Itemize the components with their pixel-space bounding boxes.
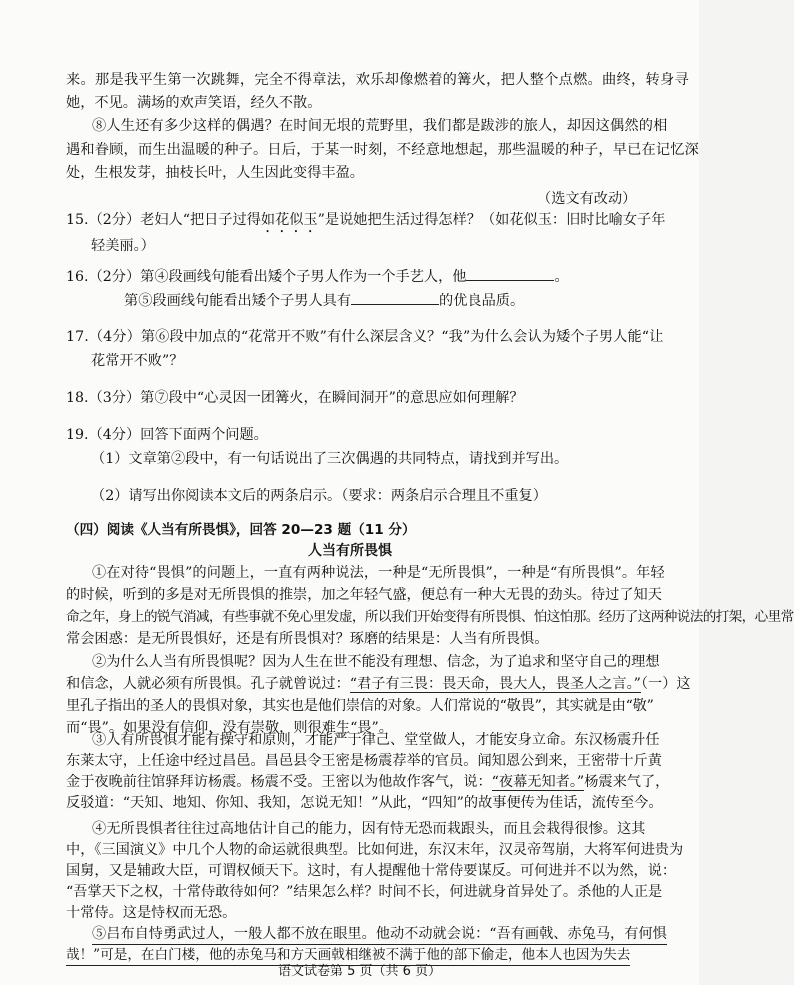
question-17: 17.（4分）第⑥段中加点的“花常开不败”有什么深层含义？“我”为什么会认为矮个子男人能“让 (66, 329, 664, 345)
question-15 (66, 210, 665, 236)
question-15-line-2: 轻美丽。） (91, 238, 155, 254)
article-paragraph-5: ⑤吕布自恃勇武过人，一般人都不放在眼里。他动不动就会说：“吾有画戟、赤兔马，有何惧 (92, 924, 667, 945)
story-paragraph-8: ⑧人生还有多少这样的偶遇？在时间无垠的荒野里，我们都是跋涉的旅人，却因这偶然的相 (92, 118, 668, 134)
article-line: 而“畏”。如果没有信仰，没有崇敬，则很难生“畏”。 (66, 720, 393, 736)
story-line: 来。那是我平生第一次跳舞，完全不得章法，欢乐却像燃着的篝火，把人整个点燃。曲终，转身寻 (66, 72, 689, 88)
question-text: ”是说她把生活过得怎样？（如花似玉：旧时比喻女子年 (317, 212, 666, 228)
article-line: 东莱太守，上任途中经过昌邑。昌邑县令王密是杨震荐举的官员。闻知恩公到来，王密带十斤黄 (66, 753, 662, 769)
underlined-sentence: “君子有三畏：畏天命，畏大人，畏圣人之言。” (349, 676, 641, 692)
question-18: 18.（3分）第⑦段中“心灵因一团篝火，在瞬间洞开”的意思应如何理解？ (66, 390, 524, 406)
article-line: 国舅，又是辅政大臣，可谓权倾天下。这时，有人提醒他十常侍要谋反。可何进并不以为然，说： (66, 863, 677, 879)
article-line: 十常侍。这是恃权而无恐。 (66, 905, 237, 921)
question-17-line-2: 花常开不败”？ (91, 353, 184, 369)
article-paragraph-3: ③人有所畏惧才能有操守和原则，才能严于律己、堂堂做人，才能安身立命。东汉杨震升任 (92, 732, 660, 748)
article-line: 反驳道：“天知、地知、你知、我知，怎说无知！”从此，“四知”的故事便传为佳话，流传至今。 (66, 795, 663, 811)
story-line: 处，生根发芽，抽枝长叶，人生因此变得丰盈。 (66, 165, 364, 181)
question-text: 15.（2分）老妇人“把日子过得 (66, 212, 261, 228)
question-19-part-2: （2）请写出你阅读本文后的两条启示。（要求：两条启示合理且不重复） (91, 488, 547, 504)
question-19: 19.（4分）回答下面两个问题。 (66, 427, 268, 443)
question-text: 。 (554, 269, 569, 285)
page-footer: 语文试卷第 5 页（共 6 页） (278, 964, 442, 979)
article-paragraph-4: ④无所畏惧者往往过高地估计自己的能力，因有恃无恐而栽跟头，而且会栽得很惨。这其 (92, 821, 646, 837)
article-text: （一）这 (640, 676, 691, 692)
article-paragraph-1: ①在对待“畏惧”的问题上，一直有两种说法，一种是“无所畏惧”，一种是“有所畏惧”。年轻 (92, 565, 665, 581)
story-line: 遇和眷顾，而生出温暖的种子。日后，于某一时刻，不经意地想起，那些温暖的种子，早已在记忆深 (66, 142, 700, 158)
article-line: 常会困惑：是无所畏惧好，还是有所畏惧对？琢磨的结果是：人当有所畏惧。 (66, 631, 549, 647)
article-text: 金于夜晚前往馆驿拜访杨震。杨震不受。王密以为他故作客气，说： (66, 774, 492, 790)
story-line: 她，不见。满场的欢声笑语，经久不散。 (66, 95, 322, 111)
question-16-line-2 (124, 290, 524, 311)
article-line: 命之年，身上的锐气消减，有些事就不免心里发虚，所以我们开始变得有所畏惧、怕这怕那。经历了这两种说法的打架，心里常 (66, 609, 794, 625)
article-line: 中，《三国演义》中几个人物的命运就很典型。比如何进，东汉末年，汉灵帝驾崩，大将军何进贵为 (66, 842, 684, 858)
article-text: 杨震来气了， (584, 774, 670, 790)
answer-blank[interactable] (351, 290, 439, 305)
article-line: 哉！”可是，在白门楼，他的赤兔马和方天画戟相继被不满于他的部下偷走，他本人也因为失去 (66, 945, 630, 966)
article-title: 人当有所畏惧 (308, 543, 392, 559)
answer-blank[interactable] (466, 266, 554, 281)
question-19-part-1: （1）文章第②段中，有一句话说出了三次偶遇的共同特点，请找到并写出。 (91, 451, 569, 467)
question-text: 的优良品质。 (439, 293, 525, 309)
source-note: （选文有改动） (537, 191, 637, 207)
article-text: 和信念，人就必须有所畏惧。孔子就曾说过： (66, 676, 350, 692)
question-16 (66, 266, 569, 287)
section-header: （四）阅读《人当有所畏惧》，回答 20—23 题（11 分） (66, 522, 416, 538)
article-line: “吾掌天下之权，十常侍敢待如何？”结果怎么样？时间不长，何进就身首异处了。杀他的人正是 (66, 884, 663, 900)
article-line: 的时候，听到的多是对无所畏惧的推崇，加之年轻气盛，便总有一种大无畏的劲头。待过了知天 (66, 587, 662, 603)
article-paragraph-2: ②为什么人当有所畏惧呢？因为人生在世不能没有理想、信念，为了追求和坚守自己的理想 (92, 654, 660, 670)
article-line (66, 674, 691, 694)
emphasized-phrase: 如花似玉 (260, 212, 318, 228)
question-text: 第⑤段画线句能看出矮个子男人具有 (124, 293, 352, 309)
question-text: 16.（2分）第④段画线句能看出矮个子男人作为一个手艺人，他 (66, 269, 467, 285)
article-line (66, 772, 669, 792)
underlined-sentence: “夜幕无知者。” (491, 774, 585, 790)
article-line: 里孔子指出的圣人的畏惧对象，其实也是他们崇信的对象。人们常说的“敬畏”，其实就是由“敬” (66, 698, 654, 714)
